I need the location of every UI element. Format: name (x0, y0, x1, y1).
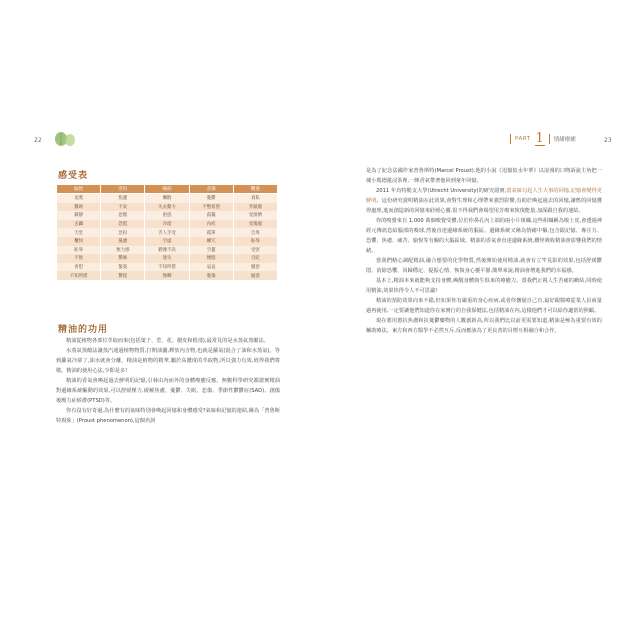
table-cell: 無聊 (145, 271, 189, 280)
table-cell: 鎮靜 (57, 211, 101, 220)
table-row (57, 203, 278, 212)
table-cell: 冷漠 (145, 220, 189, 229)
table-cell: 懊悶 (189, 254, 233, 263)
header-chapter-title: 情緒療癒 (553, 137, 576, 143)
running-header (510, 132, 576, 146)
table-cell: 內疚 (189, 220, 233, 229)
table-cell: 困惑 (145, 211, 189, 220)
table-row (57, 271, 278, 280)
header-part-number: 1 (535, 131, 544, 146)
paragraph: 你有沒有好奇過,為什麼有的氣味特別會喚起回憶和身體感受?氣味和記憶的連結,稱為「普魯斯特現象」(Proust phenomenon),這個名詞 (56, 408, 280, 424)
header-part-label: PART (515, 136, 531, 142)
table-cell: 憂鬱 (189, 194, 233, 203)
table-cell: 無力感 (101, 246, 145, 255)
paragraph: 當我們精心調配精油,融合想要的化學物質,然後開始使用精油,就會有立竿見影的效果,包括舒緩鬱悶、消除恐懼、回歸穩定、提振心情、恢復身心靈平靜,簡單來說,精油會增進我們的幸福感。 (366, 258, 602, 274)
paragraph: 精油的香氣會喚起過去鮮明的記憶,引發由內而外的身體療癒反應。無數科學研究都證實精油對邊緣系統驅動的效果,可以舒緩壓力,緩解焦慮、憂鬱、失眠、悲傷、季節性鬱鬱症(SAD)、創傷後壓力症候群(PTSD)等。 (56, 378, 280, 404)
table-cell: 懶散 (145, 194, 189, 203)
table-cell: 急扣 (101, 228, 145, 237)
table-cell: 肯頭處 (233, 203, 277, 212)
table-cell: 不安 (101, 203, 145, 212)
table-row (57, 220, 278, 229)
table-cell: 不知所措 (57, 271, 101, 280)
table-cell: 猶豫不決 (145, 246, 189, 255)
leaf-decoration-icon (52, 130, 78, 148)
paragraph: 精油的預防效果向來不錯,但如果你有嚴重的身心疾病,或者你懷疑自己有,最好跟醫療從業人員商量過再使用,一定要讓他們知道你在家實行的自我保健法,包括精油在內,這樣他們才可以給你適當的照顧。 (366, 298, 602, 314)
table-cell: 逗奧 (57, 194, 101, 203)
table-cell: 驚惶 (101, 271, 145, 280)
right-page (320, 0, 640, 640)
table-header-row (57, 185, 278, 194)
table-row (57, 254, 278, 263)
column-header: 害怕 (101, 185, 145, 194)
table-cell: 喜慰 (57, 263, 101, 272)
table-row (57, 263, 278, 272)
header-divider (510, 134, 511, 144)
table-cell: 驚修 (101, 254, 145, 263)
column-header: 痛病 (145, 185, 189, 194)
column-header: 難過 (233, 185, 277, 194)
page-number-left: 22 (34, 137, 42, 144)
table-cell: 空蓋 (189, 246, 233, 255)
table-cell: 受傷風 (233, 220, 277, 229)
table-cell: 不悅 (57, 254, 101, 263)
table-cell: 欖快 (57, 237, 101, 246)
left-body-text (56, 336, 280, 426)
paragraph: 現在愈用愈抗焦慮和抗憂鬱藥物的人數創新高,所以我們比以前更需要知道,精油是極為重要有效的輔助療法。東方和西方醫學不必然互斥,反而應該為了更良善的目標互相融合和合作。 (366, 318, 602, 334)
paragraph: 你的嗅覺來自 1,000 萬個嗅覺受體,位於你鼻孔內上端的兩小片組織,這些組織稱為嗅上皮,會透過神經元傳訊息給腦部的嗅球,然後直達邊緣系統的腦區。邊緣系統又稱為情緒中樞,包含跟記憶、專注力、恐懼、焦慮、痛苦、愉悅等有關的大腦區域。精油的香氣會直達邊緣系統,難怪吸收精油會影響我們的情緒。 (366, 218, 602, 254)
table-cell: 失去動力 (145, 203, 189, 212)
table-cell: 哀哀 (189, 263, 233, 272)
table-row (57, 246, 278, 255)
highlighted-text: 當氣味勾起人生大事的回憶,記憶會變得更鮮明 (366, 188, 602, 204)
table-cell: 受排擠 (233, 211, 277, 220)
table-row (57, 194, 278, 203)
table-row (57, 228, 278, 237)
table-cell: 恥辱 (57, 246, 101, 255)
paragraph-highlighted (366, 186, 602, 216)
page-number-right: 23 (604, 137, 612, 144)
paragraph: 基本上,精油本來就能夠支持身體,喚醒身體與生俱來的療癒力。當我們正視人生苦痛的癥結,同時使用精油,效果快得令人不可思議! (366, 278, 602, 294)
header-divider (549, 134, 550, 144)
table-cell: 恥辱 (233, 237, 277, 246)
table-cell: 練冗 (189, 237, 233, 246)
table-cell: 不知所措 (145, 263, 189, 272)
table-cell: 惡懷 (101, 211, 145, 220)
table-cell: 厭惡 (233, 263, 277, 272)
section-title-essential-oil-function: 精油的功用 (58, 325, 109, 335)
table-cell: 不整希望 (189, 203, 233, 212)
right-body-text (366, 166, 602, 336)
table-cell: 緊張 (101, 263, 145, 272)
table-cell: 迷失 (145, 254, 189, 263)
emotion-table (56, 184, 278, 280)
table-cell: 焦慮 (101, 194, 145, 203)
paragraph: 是為了紀念法國作家普魯斯特(Marcel Proust),他的小說《追憶似水年華》以浪漫的口吻訴說主角把一塊小瑪德蓮浸茶裡,一陣香氣帶著他回到童年回憶。 (366, 168, 602, 184)
table-cell: 空虛 (145, 237, 189, 246)
table-cell: 憂傷 (189, 271, 233, 280)
paragraph: 水蒸氣蒸餾法讓蒸汽通過植物物質,打開油囊,釋放內含物,也就是蘿氣(混合了油和水蒸氣)。等到蘿氣冷卻了,油水就會分離。精油是植物的精華,屬於高濃度的萃取物,所以強力有效,值得我們尊敬。精油的使用心法,少即是多! (56, 348, 280, 374)
table-cell: 天堂 (57, 228, 101, 237)
table-cell: 憂慮 (101, 237, 145, 246)
table-cell: 受害 (233, 246, 277, 255)
table-row (57, 211, 278, 220)
table-cell: 真私 (233, 194, 277, 203)
table-cell: 疑惑 (233, 271, 277, 280)
table-cell: 舌人手受 (145, 228, 189, 237)
text-span: 。這份研究證明精油在此效果,會對生理和心理帶來強烈影響,有助於喚起過去的回憶,讓舊的回憶獲得處理,進而創造新的回憶來紓緩心靈,很不得我們會竭望用芳療來恢復能量,加深跟自我的連結。 (366, 198, 602, 214)
text-span: 2011 年烏特勒支大學(Utrecht University)的研究證實, (376, 188, 507, 194)
table-cell: 丟蠲 (57, 220, 101, 229)
table-cell: 恐慌 (101, 220, 145, 229)
column-header: 悲傷 (189, 185, 233, 194)
table-cell: 自貶 (233, 254, 277, 263)
section-title-emotion-table: 感受表 (58, 171, 89, 181)
column-header: 愉悅 (57, 185, 101, 194)
paragraph: 精油從植物各部位萃取而來(包括葉子、莖、花、樹皮和根部),最常見的是水蒸氣蒸餾法。 (66, 338, 269, 344)
table-cell: 孤單 (189, 228, 233, 237)
table-cell: 羅助 (57, 203, 101, 212)
table-cell: 孤獨 (189, 211, 233, 220)
table-cell: 自卑 (233, 228, 277, 237)
table-row (57, 237, 278, 246)
